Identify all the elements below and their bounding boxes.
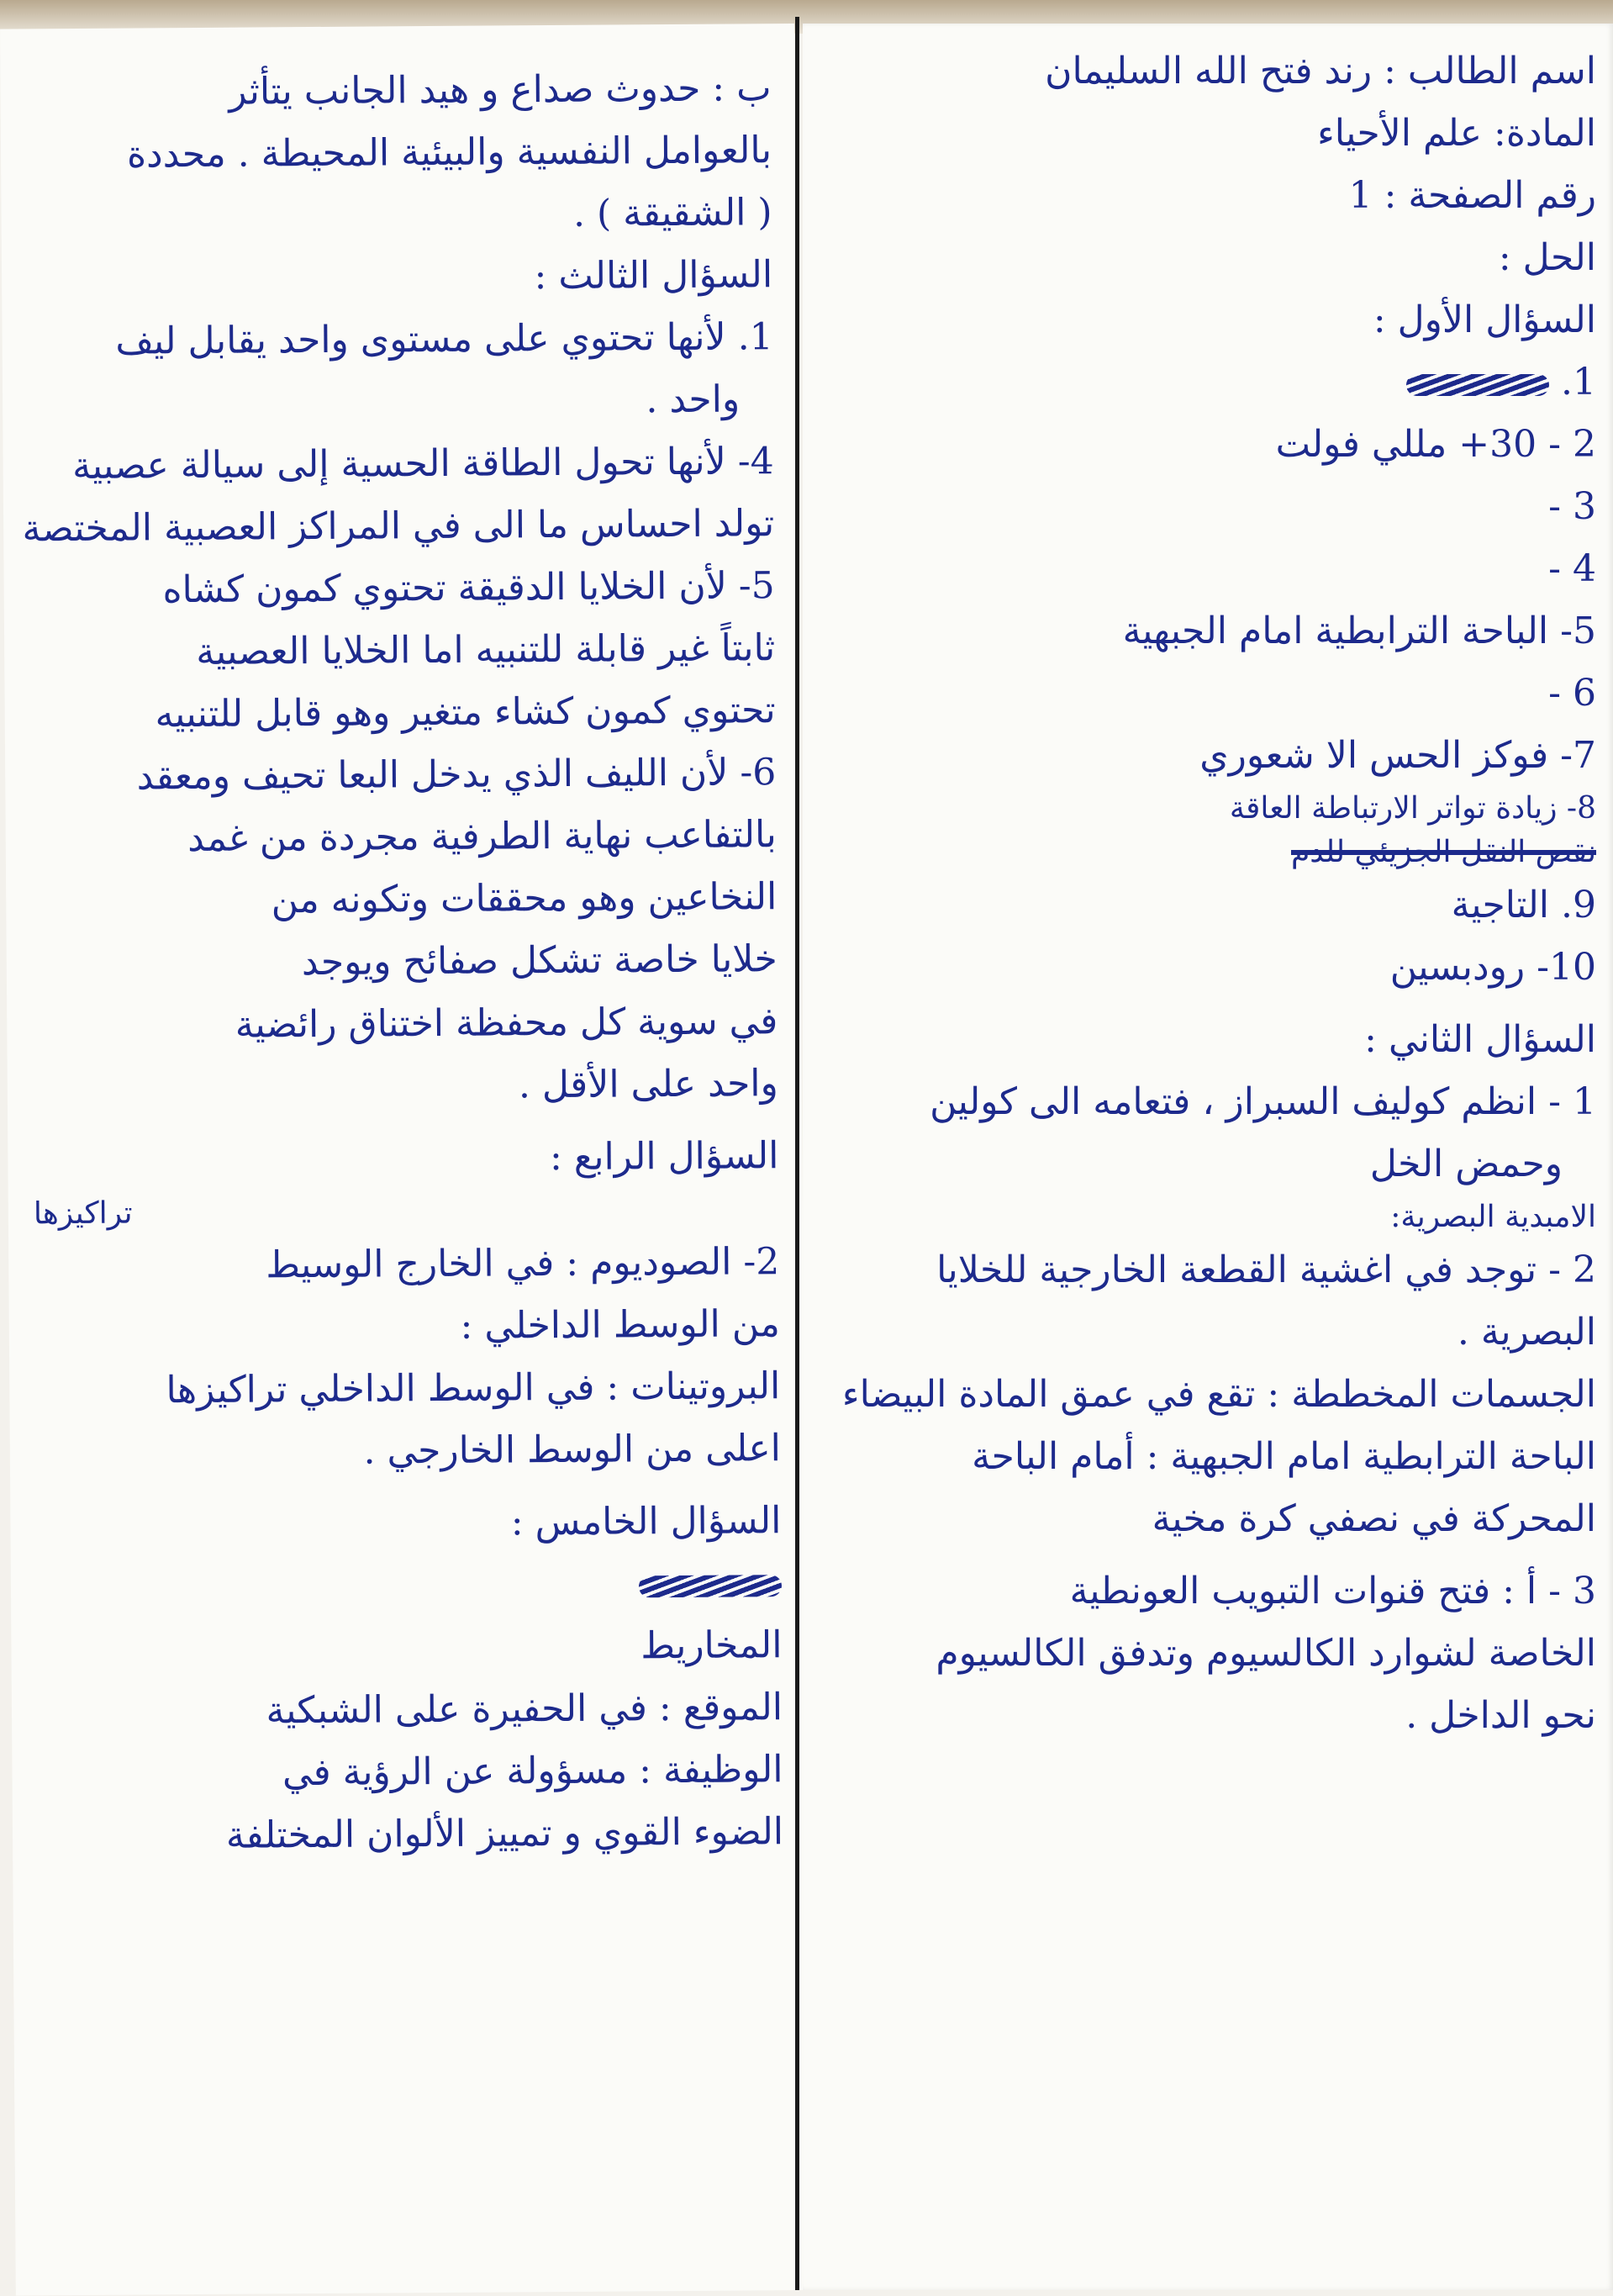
q3-line: خلايا خاصة تشكل صفائح ويوجد <box>301 937 778 984</box>
subject: المادة: علم الأحياء <box>1317 112 1596 155</box>
q1-item: 3 - <box>1548 485 1596 528</box>
q3-line: واحد على الأقل . <box>518 1062 778 1107</box>
student-name: اسم الطالب : رند فتح الله السليمان <box>1045 50 1596 92</box>
q3-answer-line: نحو الداخل . <box>1405 1694 1596 1737</box>
page-fold-divider <box>795 17 799 2290</box>
q1-item-struck: نقص النقل الجزيئي للدم <box>1290 835 1596 869</box>
q1-item: 4 - <box>1548 547 1596 590</box>
q3-line: تحتوي كمون كشاء متغير وهو قابل للتنبيه <box>155 689 776 736</box>
answer-b-line-1: ب : حدوث صداع و هيد الجانب يتأثر <box>229 66 772 113</box>
q4-line: من الوسط الداخلي : <box>460 1302 780 1348</box>
q1-item-label: 1. <box>1549 361 1596 404</box>
q1-item: 9. التاجية <box>1451 884 1596 926</box>
question-2-title: السؤال الثاني : <box>1364 1018 1596 1061</box>
q2-line: الجسمات المخططة : تقع في عمق المادة البيضاء <box>841 1373 1596 1416</box>
q3-line: تولد احساس ما الى في المراكز العصبية المختصة <box>22 502 775 551</box>
left-page <box>0 24 810 2296</box>
q2-line: 2 - توجد في اغشية القطعة الخارجية للخلايا <box>936 1248 1596 1291</box>
q1-item <box>836 351 1596 414</box>
q3-line: ثابتاً غير قابلة للتنبيه اما الخلايا العصبية <box>196 626 776 673</box>
q5-line: المخاريط <box>640 1623 783 1668</box>
q2-line: 1 - انظم كوليف السبراز ، فتعامه الى كولين <box>930 1080 1596 1123</box>
answer-b-line-2: بالعوامل النفسية والبيئية المحيطة . محددة <box>126 129 772 177</box>
crossed-out-text <box>1406 374 1549 396</box>
right-page <box>803 24 1613 2290</box>
q3-answer-line: الخاصة لشوارد الكالسيوم وتدفق الكالسيوم <box>936 1632 1596 1675</box>
crossed-out-text <box>639 1575 782 1597</box>
q2-line: المحركة في نصفي كرة مخية <box>1152 1497 1596 1540</box>
q1-item: 6 - <box>1548 672 1596 715</box>
q2-line: الامبدية البصرية: <box>1390 1200 1596 1234</box>
q1-item: 2 - 30+ مللي فولت <box>1275 423 1596 466</box>
q3-line: النخاعين وهو محققات وتكونه من <box>271 875 778 922</box>
q5-line: الضوء القوي و تمييز الألوان المختلفة <box>225 1810 784 1857</box>
q4-line: 2- الصوديوم : في الخارج الوسيط <box>266 1240 780 1287</box>
q3-line: 1. لأنها تحتوي على مستوى واحد يقابل ليف <box>115 315 773 363</box>
q5-line: الوظيفة : مسؤولة عن الرؤية في <box>282 1748 783 1795</box>
q2-line: الباحة الترابطية امام الجبهية : أمام الباحة <box>972 1435 1596 1478</box>
question-3-title: السؤال الثالث : <box>534 253 773 298</box>
q1-item: 5- الباحة الترابطية امام الجبهية <box>1122 610 1596 652</box>
q3-line: بالتفاعب نهاية الطرفية مجردة من غمد <box>187 813 777 861</box>
q3-line: واحد . <box>646 377 741 422</box>
q1-item: 8- زيادة تواتر الارتباطة العاقة <box>1229 791 1596 826</box>
q1-item: 10- رودبسين <box>1389 946 1596 989</box>
q4-line: تراكيزها <box>33 1196 133 1232</box>
solution-label: الحل : <box>1498 236 1596 279</box>
q3-line: 4- لأنها تحول الطاقة الحسية إلى سيالة عصبية <box>72 440 774 488</box>
q2-line: وحمض الخل <box>1369 1143 1563 1185</box>
q3-answer-line: 3 - أ : فتح قنوات التبويب العونطية <box>1069 1570 1596 1612</box>
q3-line: 6- لأن الليف الذي يدخل البعا تحيف ومعقد <box>136 751 777 799</box>
q4-line: البروتينات : في الوسط الداخلي تراكيزها <box>166 1364 781 1412</box>
q3-line: في سوية كل محفظة اختناق رائضية <box>235 1000 778 1047</box>
answer-b-line-3: ( الشقيقة ) . <box>572 191 772 235</box>
question-5-title: السؤال الخامس : <box>510 1499 782 1544</box>
q4-line: اعلى من الوسط الخارجي . <box>363 1427 782 1473</box>
q3-line: 5- لأن الخلايا الدقيقة تحتوي كمون كشاه <box>162 564 775 612</box>
question-1-title: السؤال الأول : <box>1373 298 1596 341</box>
q2-line: البصرية . <box>1457 1311 1596 1354</box>
page-number: رقم الصفحة : 1 <box>1348 174 1596 217</box>
q5-line: الموقع : في الحفيرة على الشبكية <box>266 1686 783 1733</box>
q5-scribble <box>36 1552 782 1619</box>
q1-item: 7- فوكز الحس الا شعوري <box>1199 734 1596 777</box>
question-4-title: السؤال الرابع : <box>549 1134 779 1180</box>
